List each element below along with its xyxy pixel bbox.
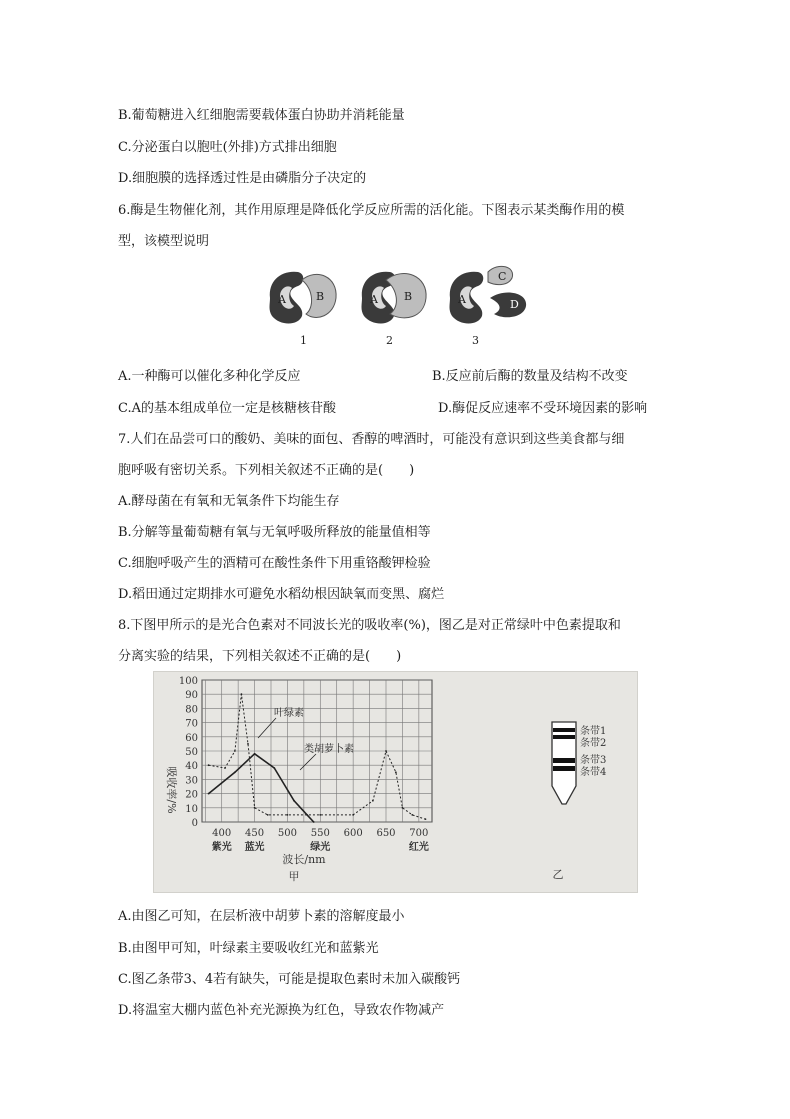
q7-stem-line-2: 胞呼吸有密切关系。下列相关叙述不正确的是( ) — [118, 463, 415, 478]
q6-option-b: B.反应前后酶的数量及结构不改变 — [432, 369, 628, 384]
series-0-point — [402, 807, 404, 809]
enzyme-label-b-2: B — [404, 290, 413, 303]
series-0-point — [385, 750, 387, 752]
pigment-figure-svg — [154, 672, 637, 892]
strip-band-2 — [553, 735, 575, 739]
wavelength-region-label: 绿光 — [310, 842, 331, 853]
strip-band-3 — [553, 758, 575, 763]
wavelength-region-label: 红光 — [408, 842, 429, 853]
y-tick-label: 50 — [185, 747, 198, 758]
y-tick-label: 30 — [185, 775, 198, 787]
enzyme-model-svg — [258, 258, 538, 350]
chromatography-strip — [552, 722, 606, 881]
q5-option-d: D.细胞膜的选择透过性是由磷脂分子决定的 — [118, 171, 367, 186]
series-1-point — [234, 771, 236, 773]
absorption-chart-series — [208, 693, 427, 823]
series-label-0: 叶绿素 — [274, 708, 304, 719]
strip-band-label-4: 条带4 — [580, 767, 607, 778]
wavelength-region-label: 紫光 — [211, 842, 232, 853]
x-tick-label: 550 — [310, 828, 330, 839]
absorption-chart-y-label: 吸收率/% — [165, 766, 178, 814]
q6-option-c: C.A的基本组成单位一定是核糖核苷酸 — [118, 401, 337, 416]
enzyme-label-a-2: A — [370, 293, 378, 306]
y-tick-label: 70 — [185, 718, 198, 730]
enzyme-label-a-3: A — [458, 293, 466, 306]
x-tick-label: 600 — [343, 828, 363, 839]
y-tick-label: 60 — [185, 732, 198, 744]
series-0-point — [254, 807, 256, 809]
enzyme-panel-number-2: 2 — [386, 334, 393, 347]
series-0-point — [208, 764, 210, 766]
absorption-chart-x-ticks — [212, 828, 429, 853]
series-0-point — [395, 771, 397, 773]
strip-band-1 — [553, 728, 575, 732]
series-1-point — [306, 814, 308, 816]
enzyme-panel-3 — [450, 266, 527, 347]
x-tick-label: 500 — [277, 828, 297, 839]
series-line-1 — [209, 754, 314, 822]
q7-stem-line-1: 7.人们在品尝可口的酸奶、美味的面包、香醇的啤酒时，可能没有意识到这些美食都与细 — [118, 432, 625, 447]
series-0-point — [234, 750, 236, 752]
enzyme-panel-1 — [270, 272, 337, 347]
x-tick-label: 700 — [409, 828, 429, 839]
enzyme-label-d-3: D — [510, 298, 519, 311]
absorption-chart-x-label: 波长/nm — [282, 853, 326, 866]
enzyme-panel-number-1: 1 — [300, 334, 307, 347]
series-1-point — [293, 800, 295, 802]
q5-option-b: B.葡萄糖进入红细胞需要载体蛋白协助并消耗能量 — [118, 108, 405, 123]
y-tick-label: 100 — [178, 676, 198, 687]
chart-panel-label-jia: 甲 — [288, 870, 300, 883]
chart-panel-label-yi: 乙 — [552, 868, 564, 881]
absorption-chart-y-ticks — [179, 676, 198, 829]
q6-stem-line-1: 6.酶是生物催化剂，其作用原理是降低化学反应所需的活化能。下图表示某类酶作用的模 — [118, 203, 625, 218]
strip-band-label-3: 条带3 — [580, 755, 607, 766]
series-0-point — [241, 693, 243, 695]
x-tick-label: 400 — [212, 828, 232, 839]
q8-option-d: D.将温室大棚内蓝色补充光源换为红色，导致农作物减产 — [118, 1003, 445, 1018]
y-tick-label: 90 — [185, 690, 198, 702]
q6-option-a: A.一种酶可以催化多种化学反应 — [118, 369, 301, 384]
series-0-point — [247, 743, 249, 745]
series-label-pointer-1 — [300, 754, 316, 770]
q7-option-a: A.酵母菌在有氧和无氧条件下均能生存 — [118, 494, 340, 509]
strip-band-label-1: 条带1 — [580, 726, 607, 737]
q7-option-b: B.分解等量葡萄糖有氧与无氧呼吸所释放的能量值相等 — [118, 525, 431, 540]
enzyme-label-b-1: B — [316, 290, 325, 303]
q8-option-c: C.图乙条带3、4若有缺失，可能是提取色素时未加入碳酸钙 — [118, 972, 461, 987]
enzyme-label-c-3: C — [498, 270, 507, 283]
series-0-point — [267, 814, 269, 816]
q8-option-b: B.由图甲可知，叶绿素主要吸收红光和蓝紫光 — [118, 941, 379, 956]
series-label-1: 类胡萝卜素 — [304, 744, 354, 755]
q6-stem-line-2: 型，该模型说明 — [118, 234, 210, 249]
x-tick-label: 450 — [245, 828, 265, 839]
q8-option-a: A.由图乙可知，在层析液中胡萝卜素的溶解度最小 — [118, 909, 405, 924]
y-tick-label: 80 — [185, 704, 198, 716]
y-tick-label: 20 — [185, 789, 198, 801]
enzyme-panel-2 — [362, 272, 427, 347]
series-0-point — [411, 814, 413, 816]
q7-option-d: D.稻田通过定期排水可避免水稻幼根因缺氧而变黑、腐烂 — [118, 587, 445, 602]
wavelength-region-label: 蓝光 — [244, 842, 265, 853]
y-tick-label: 40 — [185, 761, 198, 773]
y-tick-label: 10 — [185, 803, 198, 815]
y-tick-label: 0 — [191, 818, 198, 829]
series-label-pointer-0 — [258, 718, 276, 738]
series-1-point — [313, 821, 315, 823]
q5-option-c: C.分泌蛋白以胞吐(外排)方式排出细胞 — [118, 140, 337, 155]
enzyme-label-a-1: A — [278, 293, 286, 306]
q8-stem-line-1: 8.下图甲所示的是光合色素对不同波长光的吸收率(%)，图乙是对正常绿叶中色素提取和 — [118, 618, 621, 633]
series-0-point — [352, 814, 354, 816]
series-0-point — [425, 818, 427, 820]
x-tick-label: 650 — [376, 828, 396, 839]
series-0-point — [372, 800, 374, 802]
enzyme-panel-number-3: 3 — [472, 334, 479, 347]
series-line-0 — [209, 694, 426, 819]
q8-stem-line-2: 分离实验的结果，下列相关叙述不正确的是( ) — [118, 649, 402, 664]
series-1-point — [254, 753, 256, 755]
strip-band-label-2: 条带2 — [580, 738, 607, 749]
enzyme-model-figure — [258, 258, 538, 350]
pigment-figure — [153, 671, 638, 893]
series-1-point — [273, 767, 275, 769]
strip-band-4 — [553, 766, 575, 771]
series-0-point — [319, 814, 321, 816]
series-1-point — [208, 793, 210, 795]
q7-option-c: C.细胞呼吸产生的酒精可在酸性条件下用重铬酸钾检验 — [118, 556, 431, 571]
series-0-point — [224, 767, 226, 769]
q6-option-d: D.酶促反应速率不受环境因素的影响 — [438, 401, 648, 416]
series-0-point — [287, 814, 289, 816]
